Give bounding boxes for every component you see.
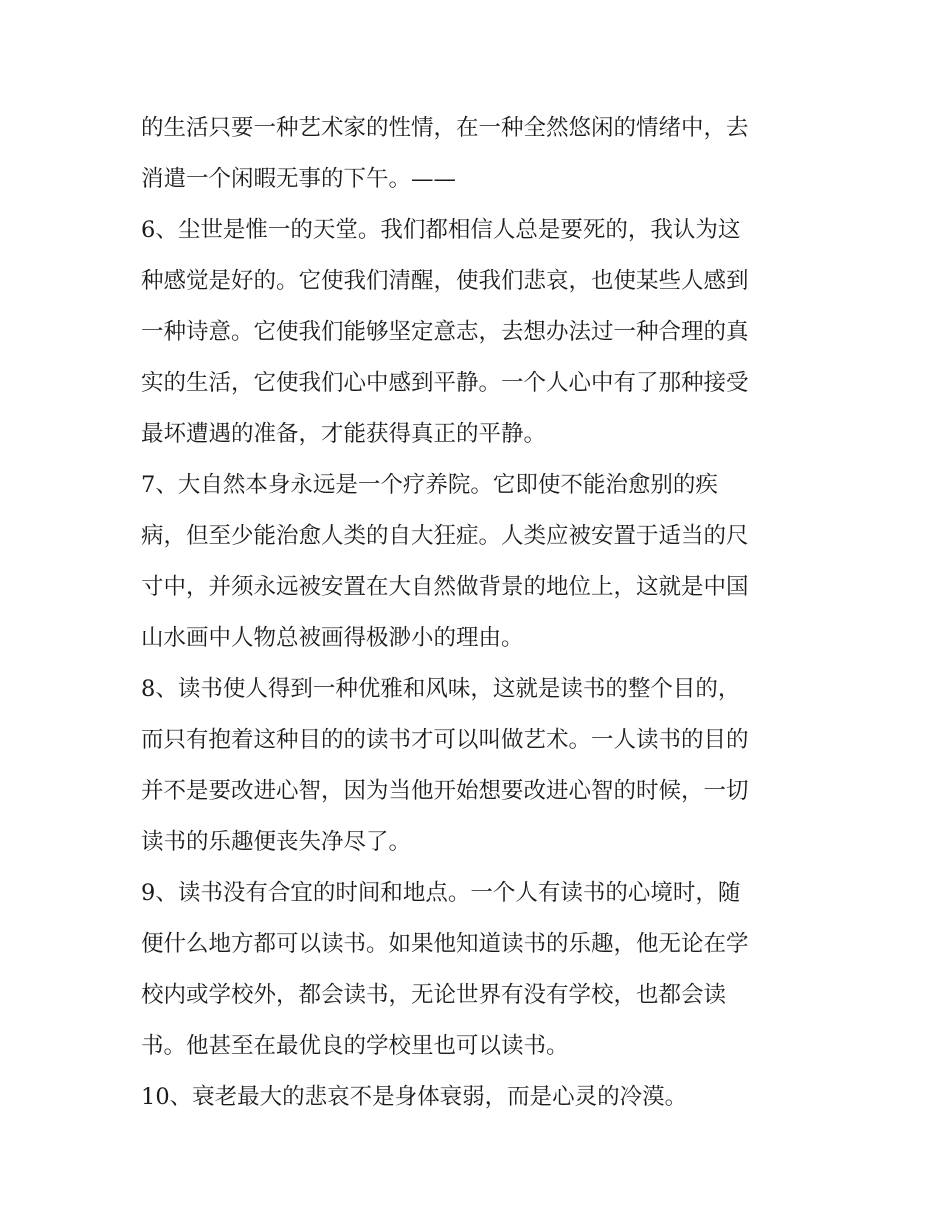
text-line: 消遣一个闲暇无事的下午。—— (141, 166, 457, 192)
text-line: 的生活只要一种艺术家的性情，在一种全然悠闲的情绪中，去 (141, 115, 749, 141)
text-line: 书。他甚至在最优良的学校里也可以读书。 (141, 1033, 569, 1059)
text-line: 最坏遭遇的准备，才能获得真正的平静。 (141, 421, 547, 447)
text-line: 6、尘世是惟一的天堂。我们都相信人总是要死的，我认为这 (141, 217, 741, 243)
text-line: 9、读书没有合宜的时间和地点。一个人有读书的心境时，随 (141, 880, 741, 906)
text-line: 种感觉是好的。它使我们清醒，使我们悲哀，也使某些人感到 (141, 268, 749, 294)
text-line: 7、大自然本身永远是一个疗养院。它即使不能治愈别的疾 (141, 472, 718, 498)
document-body (141, 103, 813, 1123)
text-line: 病，但至少能治愈人类的自大狂症。人类应被安置于适当的尺 (141, 523, 749, 549)
text-line: 实的生活，它使我们心中感到平静。一个人心中有了那种接受 (141, 370, 749, 396)
text-line: 寸中，并须永远被安置在大自然做背景的地位上，这就是中国 (141, 574, 749, 600)
text-line: 并不是要改进心智，因为当他开始想要改进心智的时候，一切 (141, 778, 749, 804)
text-line: 山水画中人物总被画得极渺小的理由。 (141, 625, 524, 651)
text-line: 便什么地方都可以读书。如果他知道读书的乐趣，他无论在学 (141, 931, 749, 957)
text-line: 8、读书使人得到一种优雅和风味，这就是读书的整个目的， (141, 676, 741, 702)
text-line: 10、衰老最大的悲哀不是身体衰弱，而是心灵的冷漠。 (141, 1084, 688, 1110)
text-line: 读书的乐趣便丧失净尽了。 (141, 829, 412, 855)
text-line: 一种诗意。它使我们能够坚定意志，去想办法过一种合理的真 (141, 319, 749, 345)
text-line: 而只有抱着这种目的的读书才可以叫做艺术。一人读书的目的 (141, 727, 749, 753)
text-line: 校内或学校外，都会读书，无论世界有没有学校，也都会读 (141, 982, 727, 1008)
